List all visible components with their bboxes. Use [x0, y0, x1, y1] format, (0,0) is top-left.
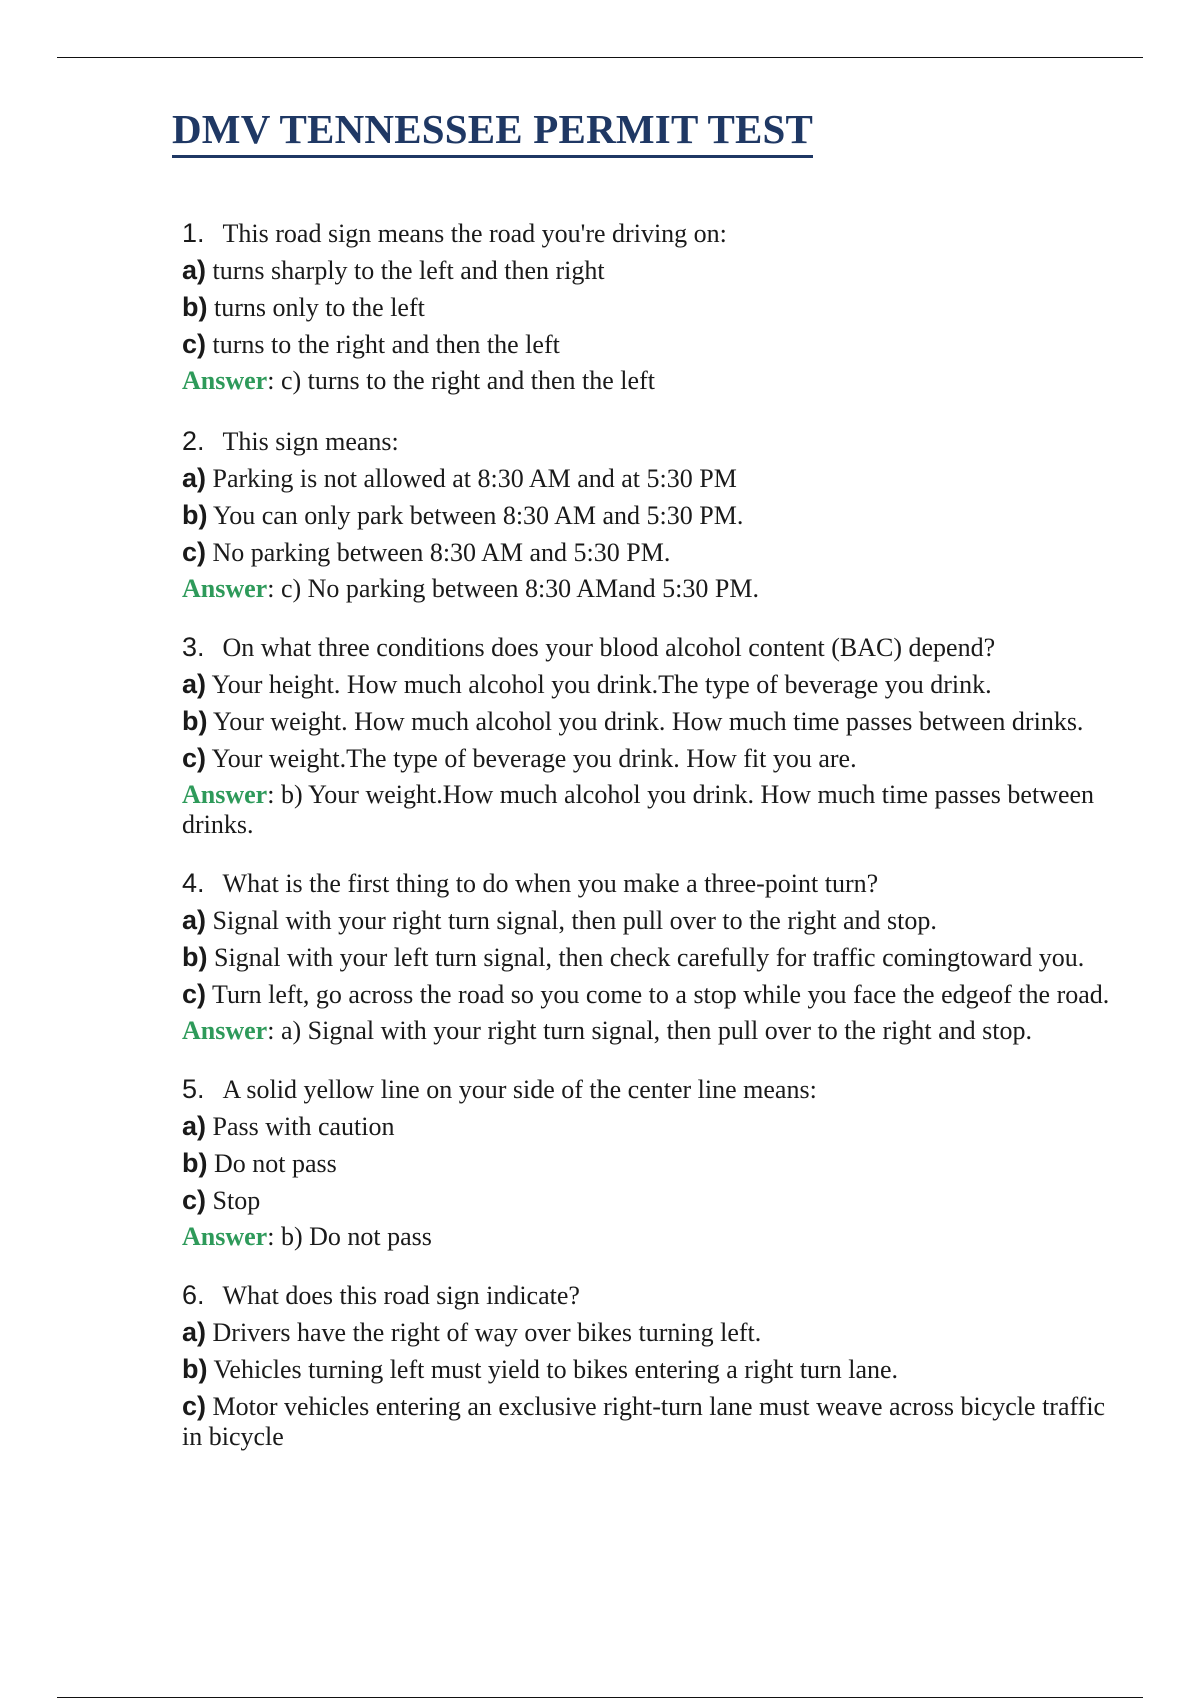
- option-letter: c): [182, 537, 207, 567]
- option-text: Turn left, go across the road so you come to a stop while you face the edgeof the road.: [212, 980, 1110, 1009]
- question-list: [182, 218, 1117, 1480]
- option-text: Signal with your left turn signal, then check carefully for traffic comingtoward you.: [213, 943, 1085, 972]
- option-c: [182, 537, 1117, 568]
- option-text: Vehicles turning left must yield to bikes entering a right turn lane.: [213, 1355, 899, 1384]
- option-letter: a): [182, 255, 207, 285]
- option-letter: c): [182, 1185, 207, 1215]
- option-text: Your weight.The type of beverage you drink. How fit you are.: [211, 744, 857, 773]
- question-number: 5.: [182, 1074, 205, 1104]
- option-letter: a): [182, 669, 207, 699]
- answer-line: [182, 574, 1117, 604]
- answer-text: : b) Do not pass: [267, 1222, 432, 1251]
- question-line: [182, 426, 1117, 457]
- option-b: [182, 292, 1117, 323]
- question-number: 4.: [182, 868, 205, 898]
- question-text: This road sign means the road you're driving on:: [222, 219, 727, 248]
- question-line: [182, 1074, 1117, 1105]
- option-c: [182, 1391, 1117, 1452]
- answer-line: [182, 1016, 1117, 1046]
- option-b: [182, 706, 1117, 737]
- answer-label: Answer: [182, 366, 268, 395]
- option-letter: b): [182, 942, 208, 972]
- option-text: turns to the right and then the left: [212, 330, 560, 359]
- option-text: Do not pass: [213, 1149, 337, 1178]
- question-text: What is the first thing to do when you make a three-point turn?: [222, 869, 879, 898]
- option-text: You can only park between 8:30 AM and 5:30 PM.: [213, 501, 744, 530]
- option-text: No parking between 8:30 AM and 5:30 PM.: [212, 538, 671, 567]
- answer-text: : b) Your weight.How much alcohol you drink. How much time passes between drinks.: [182, 780, 1095, 839]
- answer-line: [182, 1222, 1117, 1252]
- option-letter: b): [182, 292, 208, 322]
- answer-label: Answer: [182, 1222, 268, 1251]
- option-letter: a): [182, 1111, 207, 1141]
- question-text: On what three conditions does your blood alcohol content (BAC) depend?: [222, 633, 996, 662]
- option-letter: c): [182, 743, 207, 773]
- option-letter: b): [182, 1148, 208, 1178]
- question-number: 3.: [182, 632, 205, 662]
- bottom-rule: [57, 1697, 1143, 1698]
- option-text: Your weight. How much alcohol you drink. How much time passes between drinks.: [213, 707, 1084, 736]
- option-text: Signal with your right turn signal, then pull over to the right and stop.: [212, 906, 937, 935]
- option-c: [182, 979, 1117, 1010]
- question-4: [182, 868, 1117, 1046]
- question-number: 2.: [182, 426, 205, 456]
- question-3: [182, 632, 1117, 840]
- option-text: Your height. How much alcohol you drink.The type of beverage you drink.: [211, 670, 992, 699]
- option-letter: a): [182, 463, 207, 493]
- question-5: [182, 1074, 1117, 1252]
- option-c: [182, 1185, 1117, 1216]
- document-title: DMV TENNESSEE PERMIT TEST: [172, 104, 813, 158]
- option-a: [182, 669, 1117, 700]
- option-b: [182, 500, 1117, 531]
- answer-line: [182, 780, 1117, 840]
- option-text: Drivers have the right of way over bikes turning left.: [212, 1318, 762, 1347]
- option-text: Pass with caution: [212, 1112, 395, 1141]
- answer-line: [182, 366, 1117, 396]
- question-text: This sign means:: [222, 427, 399, 456]
- answer-text: : a) Signal with your right turn signal, then pull over to the right and stop.: [267, 1016, 1032, 1045]
- question-text: A solid yellow line on your side of the center line means:: [222, 1075, 817, 1104]
- question-text: What does this road sign indicate?: [222, 1281, 580, 1310]
- option-text: Motor vehicles entering an exclusive right-turn lane must weave across bicycle traffic in bicycle: [182, 1392, 1106, 1451]
- option-letter: b): [182, 706, 208, 736]
- option-a: [182, 905, 1117, 936]
- answer-label: Answer: [182, 780, 268, 809]
- option-a: [182, 463, 1117, 494]
- option-a: [182, 1317, 1117, 1348]
- option-letter: b): [182, 500, 208, 530]
- top-rule: [57, 57, 1143, 58]
- question-line: [182, 218, 1117, 249]
- option-text: Parking is not allowed at 8:30 AM and at 5:30 PM: [212, 464, 737, 493]
- option-b: [182, 1148, 1117, 1179]
- option-b: [182, 942, 1117, 973]
- question-number: 1.: [182, 218, 205, 248]
- question-6: [182, 1280, 1117, 1452]
- option-letter: c): [182, 329, 207, 359]
- question-number: 6.: [182, 1280, 205, 1310]
- option-text: turns only to the left: [213, 293, 425, 322]
- option-letter: c): [182, 979, 207, 1009]
- question-line: [182, 868, 1117, 899]
- question-line: [182, 632, 1117, 663]
- option-letter: c): [182, 1391, 207, 1421]
- question-1: [182, 218, 1117, 396]
- option-letter: a): [182, 905, 207, 935]
- option-c: [182, 329, 1117, 360]
- option-letter: b): [182, 1354, 208, 1384]
- option-c: [182, 743, 1117, 774]
- answer-text: : c) No parking between 8:30 AMand 5:30 PM.: [267, 574, 759, 603]
- option-letter: a): [182, 1317, 207, 1347]
- answer-label: Answer: [182, 574, 268, 603]
- option-text: turns sharply to the left and then right: [212, 256, 605, 285]
- question-2: [182, 426, 1117, 604]
- option-a: [182, 1111, 1117, 1142]
- question-line: [182, 1280, 1117, 1311]
- answer-text: : c) turns to the right and then the left: [267, 366, 655, 395]
- option-b: [182, 1354, 1117, 1385]
- option-text: Stop: [212, 1186, 261, 1215]
- answer-label: Answer: [182, 1016, 268, 1045]
- option-a: [182, 255, 1117, 286]
